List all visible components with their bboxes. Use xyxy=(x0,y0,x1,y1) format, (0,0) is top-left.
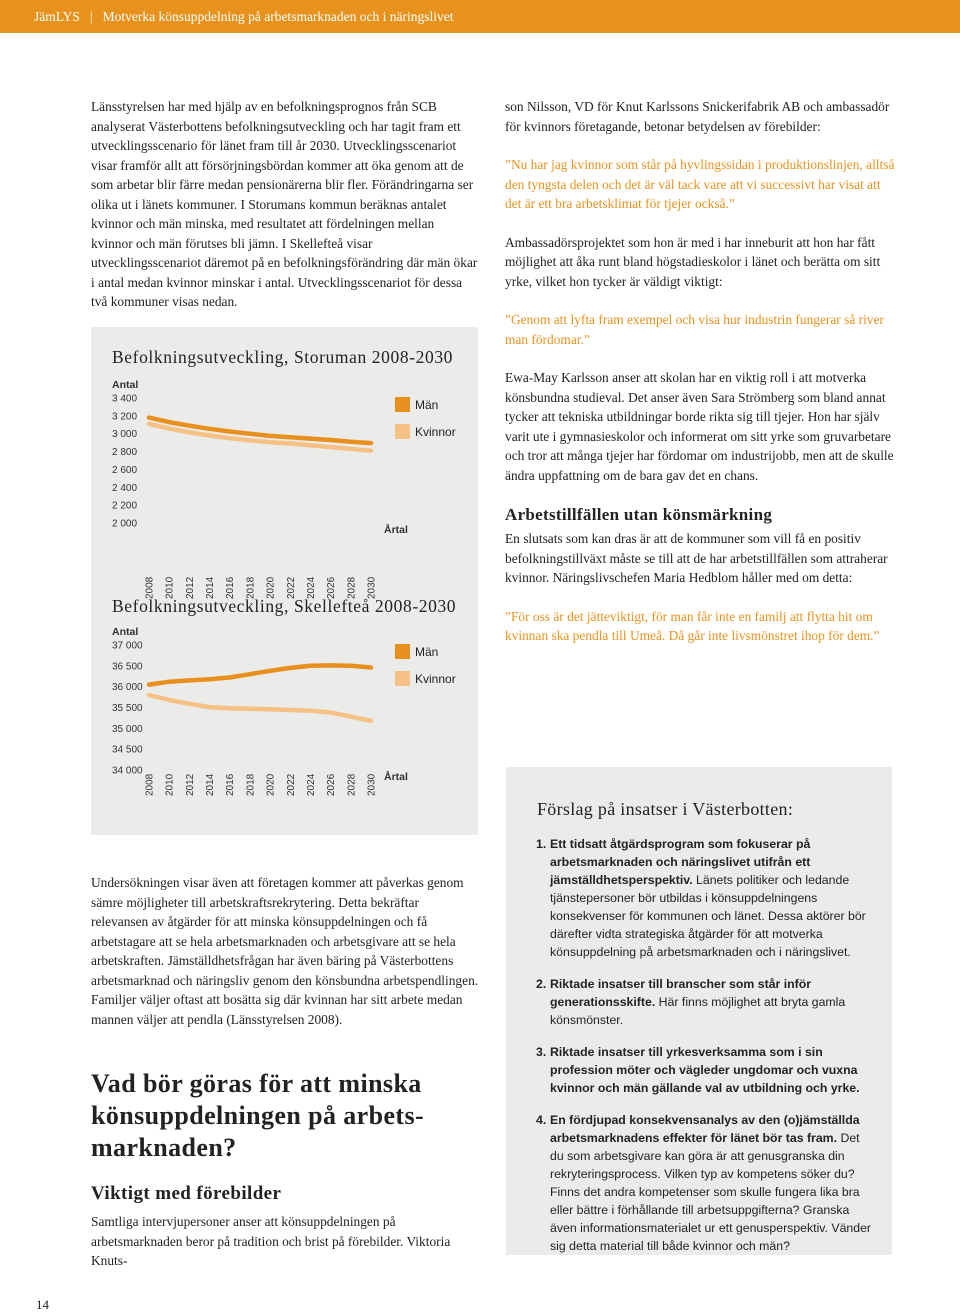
followup-paragraph: Undersökningen visar även att företagen kommer att påverkas genom sämre möjligheter till arbetskraftsrekrytering. Detta bekräftar relevansen av åtgärder för att minska könsuppdelningen och få arbetstagare att se hela arbetsmarknaden och arbetsgivare att se hela arbetskraften. Jämställdhetsfrågan har även bäring på Västerbottens arbetsmarknad och näringsliv genom den könsbundna arbetspendlingen. Familjer väljer oftast att bosätta sig där kvinnan har sitt arbete medan mannen väljer att pendla (Länsstyrelsen 2008). xyxy=(91,875,479,1027)
y-axis-label: Antal xyxy=(112,626,139,638)
proposals-list xyxy=(536,835,876,1269)
x-tick-label: 2026 xyxy=(326,576,338,599)
heading-arbetstillfallen: Arbetstillfällen utan könsmärkning xyxy=(505,505,773,524)
proposal-item: 3. Riktade insatser till yrkesverksamma som i sin profession möter och vägleder ungdomar och vuxna kvinnor och män gällande val av utbildning och yrke. xyxy=(536,1045,860,1095)
y-axis-label: Antal xyxy=(112,379,139,391)
running-header xyxy=(0,0,960,33)
proposal-item: 4. En fördjupad konsekvensanalys av den (o)jämställda arbetsmarknadens effekter för länet bör tas fram. Det du som arbetsgivare kan göra är att genusgranska din rekryteringsprocess. Vilken typ av kompetens söker du? Finns det andra kompetenser som skulle fungera lika bra eller bättre i förhållande till arbetsuppgifterna? Granska även informationsmaterialet ur ett genusperspektiv. Vänder sig detta material till både kvinnor och män? xyxy=(536,1113,872,1253)
quote-1: ”Nu har jag kvinnor som står på hyvlingssidan i produktionslinjen, alltså den tyngsta delen och det är väl tack vare att vi successivt har visat att det är ett bra arbetsklimat för tjejer också.” xyxy=(505,157,895,211)
subsection-heading: Viktigt med förebilder xyxy=(91,1183,282,1204)
quote-2: ”Genom att lyfta fram exempel och visa hur industrin fungerar så river man fördomar.” xyxy=(505,312,884,347)
x-tick-label: 2016 xyxy=(225,773,237,796)
x-tick-label: 2020 xyxy=(265,576,277,599)
y-tick-label: 36 500 xyxy=(112,661,143,673)
y-tick-label: 3 400 xyxy=(112,393,138,405)
legend-swatch xyxy=(395,644,410,659)
legend-swatch xyxy=(395,397,410,412)
x-tick-label: 2028 xyxy=(346,576,358,599)
y-tick-label: 2 600 xyxy=(112,464,138,476)
proposals-box xyxy=(506,767,892,1255)
chart-panel xyxy=(91,327,478,835)
legend-swatch xyxy=(395,424,410,439)
y-tick-label: 35 500 xyxy=(112,703,143,714)
right-paragraph-1: son Nilsson, VD för Knut Karlssons Snickerifabrik AB och ambassadör för kvinnors företagande, betonar betydelsen av förebilder: xyxy=(505,99,890,134)
y-tick-label: 3 200 xyxy=(112,411,138,423)
chart-title-storuman: Befolkningsutveckling, Storuman 2008-2030 xyxy=(112,347,454,367)
x-tick-label: 2010 xyxy=(164,773,176,796)
x-tick-label: 2014 xyxy=(205,576,217,599)
proposal-item: 1. Ett tidsatt åtgärdsprogram som fokuserar på arbetsmarknaden och näringslivet utifrån ett jämställdhetsperspektiv. Länets politiker och ledande tjänstepersoner bör utbildas i könsuppdelningens konsekvenser för kommunen och länet. Dessa aktörer bör därefter vidta strategiska åtgärder för att motverka könsuppdelning på arbetsmarknaden och i näringslivet. xyxy=(536,837,866,959)
brand-label: JämLYS xyxy=(34,8,80,24)
x-tick-label: 2016 xyxy=(225,576,237,599)
x-tick-label: 2012 xyxy=(184,773,196,796)
x-tick-label: 2020 xyxy=(265,773,277,796)
chart-storuman xyxy=(91,375,478,605)
legend-label: Kvinnor xyxy=(415,672,456,686)
x-axis-label: Årtal xyxy=(384,524,408,536)
right-paragraph-2: Ambassadörsprojektet som hon är med i har inneburit att hon har fått möjlighet att åka runt bland högstadieskolor i länet och berätta om sitt yrke, vilket hon tycker är väldigt viktigt: xyxy=(505,234,881,289)
legend-label: Kvinnor xyxy=(415,425,456,439)
header-separator: | xyxy=(89,8,93,24)
header-title: Motverka könsuppdelning på arbetsmarknaden och i näringslivet xyxy=(102,8,454,24)
left-column-followup xyxy=(91,873,479,1029)
y-tick-label: 35 000 xyxy=(112,723,143,735)
x-tick-label: 2008 xyxy=(144,576,156,599)
x-tick-label: 2014 xyxy=(205,773,217,796)
x-tick-label: 2030 xyxy=(366,773,378,796)
y-tick-label: 34 500 xyxy=(112,744,143,756)
x-tick-label: 2026 xyxy=(326,773,338,796)
series-line-kvinnor xyxy=(149,695,371,721)
x-tick-label: 2028 xyxy=(346,773,358,796)
y-tick-label: 2 400 xyxy=(112,482,138,494)
y-tick-label: 2 000 xyxy=(112,518,138,530)
role-models-paragraph: Samtliga intervjupersoner anser att könsuppdelningen på arbetsmarknaden beror på tradition och brist på förebilder. Viktoria Knuts- xyxy=(91,1214,451,1268)
x-tick-label: 2012 xyxy=(184,576,196,599)
chart-skelleftea xyxy=(91,623,478,803)
proposal-item: 2. Riktade insatser till branscher som står inför generationsskifte. Här finns möjlighet att bryta gamla könsmönster. xyxy=(536,977,846,1027)
intro-paragraph: Länsstyrelsen har med hjälp av en befolkningsprognos från SCB analyserat Västerbottens befolkningsutveckling och har tagit fram ett utvecklingsscenario för länet fram till år 2030. Utvecklingsscenariot visar framför allt att försörjningsbördan kommer att öka genom att de som arbetar blir färre medan pensionärerna blir fler. Förändringarna ser olika ut i länets kommuner. I Storumans kommun beräknas antalet kvinnor och män minska, med resultatet att fördelningen mellan kvinnor och män förutses bli jämn. I Skellefteå visar utvecklingsscenariot däremot på en befolkningsförändring där män ökar i antal medan kvinnor minskar i antal. Utvecklingsscenariot för dessa två kommuner visas nedan. xyxy=(91,99,478,309)
x-tick-label: 2030 xyxy=(366,576,378,599)
y-tick-label: 34 000 xyxy=(112,765,143,777)
left-column-end xyxy=(91,1212,479,1271)
series-line-kvinnor xyxy=(149,424,371,451)
series-line-man xyxy=(149,665,371,684)
y-tick-label: 2 200 xyxy=(112,500,138,512)
y-tick-label: 3 000 xyxy=(112,429,138,441)
chart-title-skelleftea: Befolkningsutveckling, Skellefteå 2008-2030 xyxy=(112,596,457,616)
x-tick-label: 2010 xyxy=(164,576,176,599)
legend-label: Män xyxy=(415,398,439,412)
right-paragraph-3: Ewa-May Karlsson anser att skolan har en viktig roll i att motverka könsbundna studieval. Det anser även Sara Strömberg som bland annat tycker att tekniska utbildningar borde rikta sig till tjejer. Hon har själv varit ute i gymnasieskolor och informerat om sitt yrke som gruvarbetare och tror att många tjejer har fördomar om industrijobb, men att de skulle ändra uppfattning om de bara gav det en chans. xyxy=(505,370,894,483)
legend-swatch xyxy=(395,671,410,686)
proposals-title: Förslag på insatser i Västerbotten: xyxy=(537,799,794,819)
x-tick-label: 2024 xyxy=(305,773,317,796)
y-tick-label: 36 000 xyxy=(112,682,143,694)
right-column xyxy=(505,97,895,646)
x-tick-label: 2024 xyxy=(305,576,317,599)
legend-label: Män xyxy=(415,645,439,659)
x-tick-label: 2022 xyxy=(285,773,297,796)
x-tick-label: 2008 xyxy=(144,773,156,796)
x-axis-label: Årtal xyxy=(384,771,408,783)
quote-3: ”För oss är det jätteviktigt, för man får inte en familj att flytta hit om kvinnan ska pendla till Umeå. Då går inte livsmönstret ihop för dem.” xyxy=(505,608,880,643)
x-tick-label: 2018 xyxy=(245,773,257,796)
y-tick-label: 2 800 xyxy=(112,447,138,459)
left-column-intro xyxy=(91,97,479,312)
x-tick-label: 2022 xyxy=(285,576,297,599)
x-tick-label: 2018 xyxy=(245,576,257,599)
right-paragraph-4: En slutsats som kan dras är att de kommuner som vill få en positiv befolkningstillväxt måste se till att de har arbetstillfällen som attraherar kvinnor. Näringslivschefen Maria Hedblom håller med om detta: xyxy=(505,531,888,585)
section-heading: Vad bör göras för att minska könsuppdelningen på arbetsmarknaden? xyxy=(91,1069,424,1162)
y-tick-label: 37 000 xyxy=(112,640,143,652)
page-number: 14 xyxy=(36,1297,49,1312)
